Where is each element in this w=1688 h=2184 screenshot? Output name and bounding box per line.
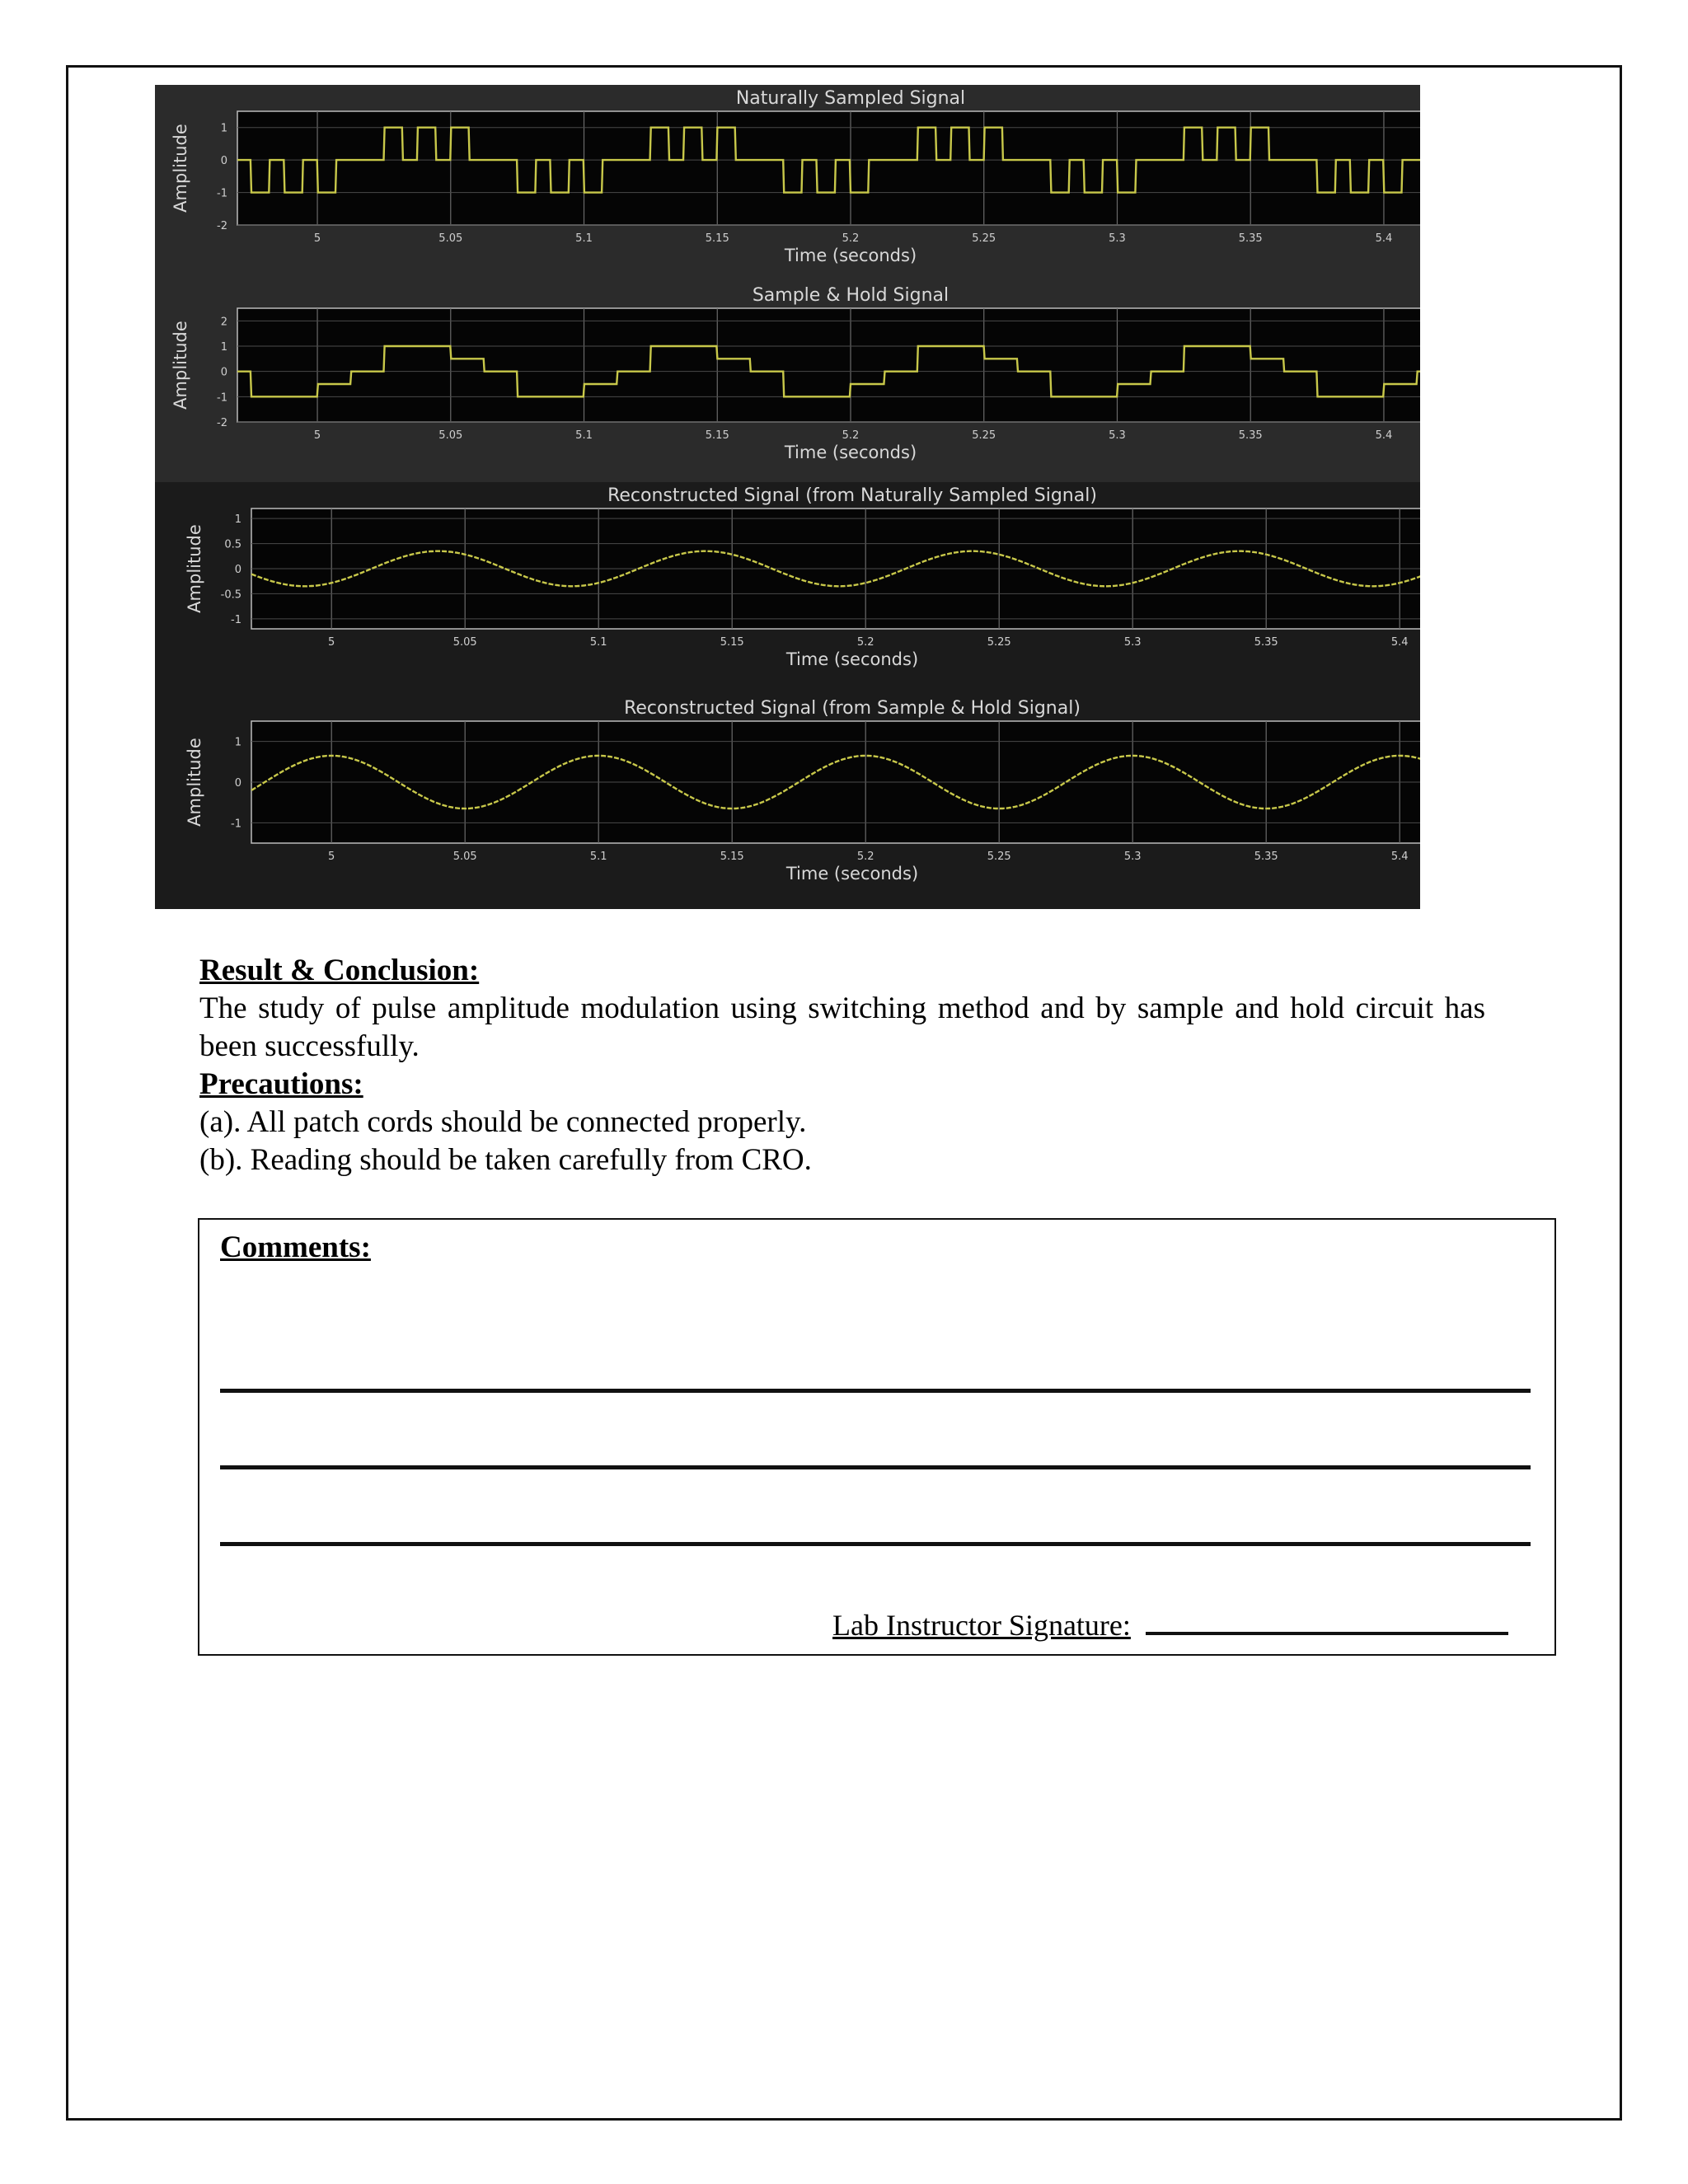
- comments-heading: Comments:: [220, 1230, 371, 1264]
- x-tick-label: 5.35: [1238, 232, 1263, 245]
- y-tick-label: -2: [217, 417, 227, 429]
- x-tick-label: 5.4: [1375, 232, 1393, 245]
- reconstructed-sample-hold-plot: [155, 699, 1420, 909]
- signature-blank: [1146, 1607, 1508, 1635]
- x-tick-label: 5.4: [1390, 851, 1409, 863]
- x-axis-label: Time (seconds): [784, 246, 917, 265]
- plot-area: [237, 308, 1420, 422]
- y-tick-label: -1: [217, 187, 227, 200]
- x-tick-label: 5.2: [842, 429, 860, 442]
- precaution-item: (b). Reading should be taken carefully from CRO.: [199, 1143, 812, 1177]
- x-tick-label: 5.3: [1123, 851, 1142, 863]
- x-tick-label: 5.15: [705, 232, 729, 245]
- comment-line: [220, 1389, 1531, 1393]
- y-tick-label: 0: [234, 564, 241, 576]
- x-tick-label: 5.2: [842, 232, 860, 245]
- plot-title: Sample & Hold Signal: [752, 287, 950, 306]
- signature-row: [832, 1607, 1508, 1643]
- x-tick-label: 5.15: [705, 429, 729, 442]
- signature-label: Lab Instructor Signature:: [832, 1609, 1131, 1642]
- y-tick-label: 0: [220, 155, 227, 168]
- x-tick-label: 5.05: [438, 429, 463, 442]
- comments-box: [198, 1218, 1556, 1656]
- sample-hold-plot: [155, 287, 1420, 482]
- x-tick-label: 5.4: [1390, 636, 1409, 649]
- x-tick-label: 5: [328, 636, 335, 649]
- x-tick-label: 5.15: [720, 851, 744, 863]
- precautions-heading: Precautions:: [199, 1067, 363, 1101]
- y-tick-label: -1: [231, 818, 241, 831]
- x-tick-label: 5.2: [856, 851, 874, 863]
- precaution-item: (a). All patch cords should be connected properly.: [199, 1105, 807, 1139]
- x-tick-label: 5.3: [1109, 232, 1126, 245]
- y-tick-label: 1: [234, 736, 241, 749]
- x-tick-label: 5.25: [972, 429, 996, 442]
- x-tick-label: 5.05: [452, 851, 477, 863]
- x-tick-label: 5.1: [589, 851, 607, 863]
- x-tick-label: 5: [328, 851, 335, 863]
- x-tick-label: 5.35: [1238, 429, 1263, 442]
- x-tick-label: 5.05: [452, 636, 477, 649]
- y-axis-label: Amplitude: [185, 738, 204, 827]
- naturally-sampled-plot: [155, 85, 1420, 287]
- x-tick-label: 5.25: [987, 636, 1011, 649]
- y-tick-label: 1: [220, 341, 227, 354]
- plot-svg: [155, 482, 1420, 699]
- y-tick-label: 2: [220, 316, 227, 329]
- x-tick-label: 5.3: [1109, 429, 1126, 442]
- y-tick-label: 1: [220, 122, 227, 135]
- plot-area: [237, 111, 1420, 225]
- result-text: The study of pulse amplitude modulation using switching method and by sample and hold circuit has been successfully.: [199, 991, 1485, 1063]
- x-tick-label: 5.3: [1123, 636, 1142, 649]
- comment-line: [220, 1465, 1531, 1469]
- x-tick-label: 5.2: [856, 636, 874, 649]
- plot-svg: [155, 85, 1420, 287]
- y-tick-label: -1: [217, 391, 227, 405]
- x-tick-label: 5.05: [438, 232, 463, 245]
- x-tick-label: 5.25: [972, 232, 996, 245]
- plot-title: Reconstructed Signal (from Sample & Hold Signal): [624, 699, 1081, 719]
- y-tick-label: 0: [234, 777, 241, 790]
- y-axis-label: Amplitude: [171, 321, 190, 410]
- plot-title: Reconstructed Signal (from Naturally Sampled Signal): [607, 485, 1097, 506]
- y-tick-label: -0.5: [220, 588, 241, 602]
- y-tick-label: 0: [220, 366, 227, 379]
- y-tick-label: 1: [234, 513, 241, 527]
- x-tick-label: 5.1: [575, 232, 593, 245]
- y-tick-label: -1: [231, 613, 241, 626]
- x-axis-label: Time (seconds): [784, 443, 917, 462]
- plot-svg: [155, 699, 1420, 909]
- reconstructed-natural-plot: [155, 482, 1420, 699]
- x-tick-label: 5.1: [589, 636, 607, 649]
- x-tick-label: 5: [313, 429, 321, 442]
- y-tick-label: 0.5: [224, 538, 241, 551]
- y-axis-label: Amplitude: [171, 124, 190, 213]
- x-axis-label: Time (seconds): [785, 649, 919, 669]
- y-tick-label: -2: [217, 220, 227, 232]
- plot-title: Naturally Sampled Signal: [735, 88, 966, 109]
- x-axis-label: Time (seconds): [785, 864, 919, 883]
- result-heading: Result & Conclusion:: [199, 954, 480, 987]
- y-axis-label: Amplitude: [185, 524, 204, 613]
- comment-line: [220, 1542, 1531, 1546]
- x-tick-label: 5.1: [575, 429, 593, 442]
- x-tick-label: 5.35: [1254, 851, 1278, 863]
- text-content: [199, 952, 1485, 1179]
- plot-svg: [155, 287, 1420, 482]
- x-tick-label: 5.35: [1254, 636, 1278, 649]
- x-tick-label: 5: [313, 232, 321, 245]
- x-tick-label: 5.25: [987, 851, 1011, 863]
- simulation-plots: [155, 85, 1420, 909]
- x-tick-label: 5.4: [1375, 429, 1393, 442]
- x-tick-label: 5.15: [720, 636, 744, 649]
